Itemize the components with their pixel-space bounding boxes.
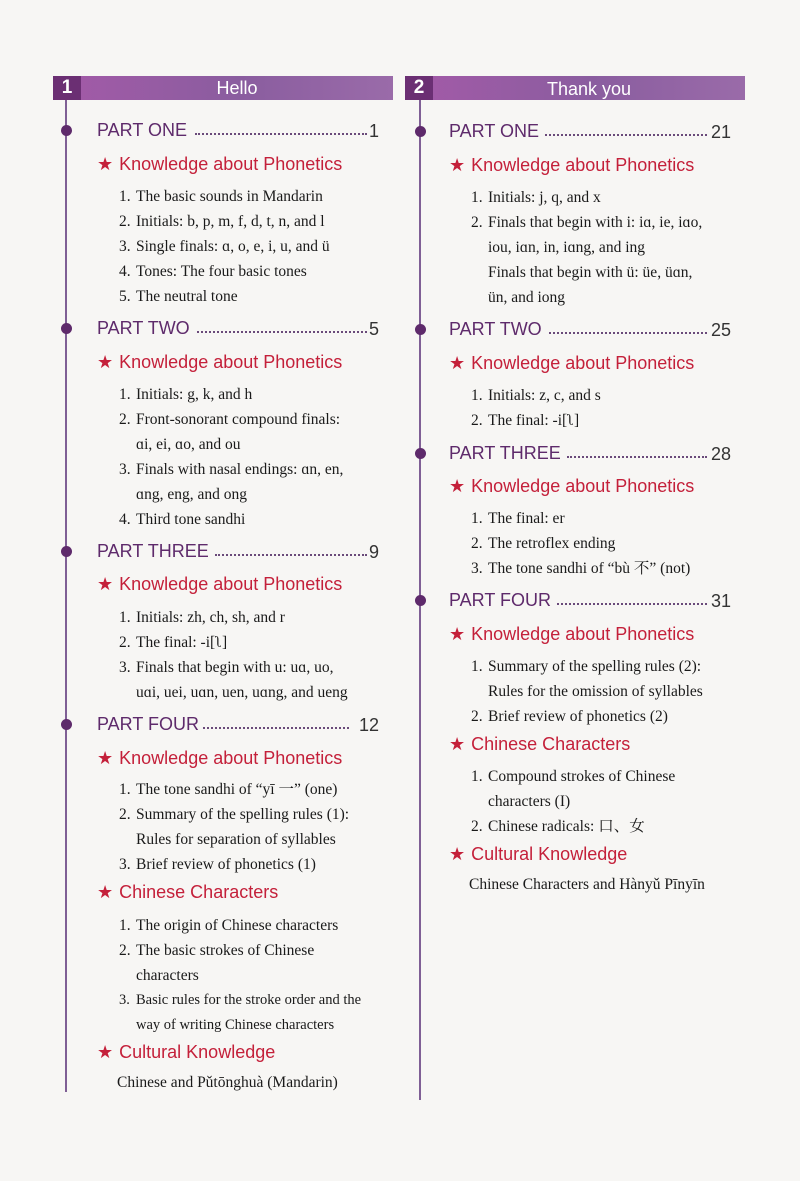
list-item: 2. Brief review of phonetics (2) <box>471 708 668 725</box>
list-item: 3. Finals with nasal endings: ɑn, en, ɑng, eng, and ong <box>119 461 344 503</box>
section-heading: ★ Knowledge about Phonetics <box>449 155 695 175</box>
list-item: 1. The origin of Chinese characters <box>119 917 339 934</box>
lesson-number: 1 <box>53 76 81 100</box>
part-two-entry[interactable] <box>405 319 745 341</box>
section-heading: ★ Knowledge about Phonetics <box>97 748 343 768</box>
list-item: 2. Finals that begin with i: iɑ, ie, iɑo, iou, iɑn, in, iɑng, and ing Finals that begin with ü: üe, üɑn, ün, and iong <box>471 214 703 306</box>
star-icon: ★ <box>97 1042 114 1062</box>
page-number: 31 <box>710 591 731 611</box>
star-icon: ★ <box>449 353 466 373</box>
list-item: 3. The tone sandhi of “bù 不” (not) <box>471 560 691 577</box>
timeline-dot-icon <box>415 595 426 606</box>
section-heading: ★ Chinese Characters <box>449 734 631 754</box>
part-two-entry[interactable] <box>53 318 393 340</box>
part-one-entry[interactable] <box>53 120 393 142</box>
page-number: 5 <box>368 319 379 339</box>
timeline-dot-icon <box>61 719 72 730</box>
list-item: 1. Initials: j, q, and x <box>471 189 601 206</box>
part-four-entry[interactable] <box>405 590 745 612</box>
lesson-title: Hello <box>216 77 258 98</box>
list-item: 1. Summary of the spelling rules (2): Rules for the omission of syllables <box>471 658 703 700</box>
list-item: 2. Chinese radicals: 口、女 <box>471 818 645 835</box>
list-item: 2. The final: -i[ʅ] <box>471 412 580 429</box>
timeline-line <box>65 100 67 1092</box>
star-icon: ★ <box>449 155 466 175</box>
section-heading: ★ Cultural Knowledge <box>97 1042 276 1062</box>
section-heading: ★ Chinese Characters <box>97 882 279 902</box>
part-label: PART ONE <box>449 121 540 141</box>
part-label: PART TWO <box>97 318 190 338</box>
star-icon: ★ <box>97 748 114 768</box>
page-number: 25 <box>710 320 731 340</box>
lesson-number: 2 <box>405 76 433 100</box>
lesson-header <box>405 76 745 100</box>
list-item: 3. Finals that begin with u: uɑ, uo, uɑi, uei, uɑn, uen, uɑng, and ueng <box>119 659 348 701</box>
timeline-dot-icon <box>415 126 426 137</box>
page-number: 12 <box>358 715 379 735</box>
list-item: 2. Initials: b, p, m, f, d, t, n, and l <box>119 213 325 230</box>
dot-leader <box>545 134 707 136</box>
part-one-entry[interactable] <box>405 121 745 143</box>
section-heading: ★ Knowledge about Phonetics <box>449 476 695 496</box>
cultural-knowledge-text: Chinese Characters and Hànyǔ Pīnyīn <box>469 876 705 893</box>
part-three-entry[interactable] <box>405 443 745 465</box>
section-heading: ★ Knowledge about Phonetics <box>449 353 695 373</box>
list-item: 2. The final: -i[ʅ] <box>119 634 228 651</box>
list-item: 1. The basic sounds in Mandarin <box>119 188 323 205</box>
item-list <box>119 777 379 877</box>
star-icon: ★ <box>449 476 466 496</box>
cultural-knowledge-text: Chinese and Pǔtōnghuà (Mandarin) <box>117 1074 338 1091</box>
item-list <box>471 185 731 310</box>
lesson-1-column <box>53 76 393 1091</box>
section-heading: ★ Knowledge about Phonetics <box>97 574 343 594</box>
list-item: 1. Initials: z, c, and s <box>471 387 601 404</box>
star-icon: ★ <box>449 734 466 754</box>
section-heading: ★ Cultural Knowledge <box>449 844 628 864</box>
list-item: 1. The tone sandhi of “yī 一” (one) <box>119 781 338 798</box>
item-list <box>471 654 731 729</box>
lesson-header <box>53 76 393 100</box>
lesson-title: Thank you <box>546 79 632 99</box>
list-item: 1. Initials: g, k, and h <box>119 386 253 403</box>
item-list <box>471 383 731 433</box>
star-icon: ★ <box>97 882 114 902</box>
part-label: PART THREE <box>97 541 209 561</box>
page-number: 21 <box>710 122 731 142</box>
list-item: 1. Compound strokes of Chinese characters (I) <box>471 768 676 810</box>
page-number: 28 <box>710 444 731 464</box>
dot-leader <box>203 727 349 729</box>
timeline-dot-icon <box>415 448 426 459</box>
list-item: 4. Third tone sandhi <box>119 511 246 528</box>
part-label: PART THREE <box>449 443 561 463</box>
timeline-dot-icon <box>61 125 72 136</box>
dot-leader <box>557 603 707 605</box>
star-icon: ★ <box>97 574 114 594</box>
star-icon: ★ <box>449 624 466 644</box>
list-item: 3. Brief review of phonetics (1) <box>119 856 316 873</box>
section-heading: ★ Knowledge about Phonetics <box>449 624 695 644</box>
list-item: 3. Single finals: ɑ, o, e, i, u, and ü <box>119 238 330 255</box>
dot-leader <box>195 133 367 135</box>
timeline-dot-icon <box>415 324 426 335</box>
list-item: 5. The neutral tone <box>119 288 238 305</box>
list-item: 1. Initials: zh, ch, sh, and r <box>119 609 285 626</box>
item-list <box>471 506 731 581</box>
list-item: 1. The final: er <box>471 510 565 527</box>
dot-leader <box>549 332 707 334</box>
lesson-2-column <box>405 76 745 893</box>
star-icon: ★ <box>97 154 114 174</box>
part-three-entry[interactable] <box>53 541 393 563</box>
page-number: 9 <box>368 542 379 562</box>
star-icon: ★ <box>97 352 114 372</box>
section-heading: ★ Knowledge about Phonetics <box>97 154 343 174</box>
item-list <box>119 605 379 705</box>
list-item: 2. Summary of the spelling rules (1): Rules for separation of syllables <box>119 806 350 848</box>
item-list <box>119 184 379 309</box>
dot-leader <box>197 331 367 333</box>
page-number: 1 <box>368 121 379 141</box>
dot-leader <box>215 554 367 556</box>
part-label: PART FOUR <box>97 714 200 734</box>
part-label: PART ONE <box>97 120 188 140</box>
list-item: 4. Tones: The four basic tones <box>119 263 307 280</box>
item-list <box>471 764 731 839</box>
timeline-dot-icon <box>61 546 72 557</box>
list-item: 2. The retroflex ending <box>471 535 616 552</box>
section-heading: ★ Knowledge about Phonetics <box>97 352 343 372</box>
item-list <box>119 382 379 532</box>
part-label: PART TWO <box>449 319 542 339</box>
item-list <box>119 913 379 1038</box>
list-item: 2. Front-sonorant compound finals: ɑi, ei, ɑo, and ou <box>119 411 341 453</box>
list-item: 3. Basic rules for the stroke order and the way of writing Chinese characters <box>119 992 362 1033</box>
dot-leader <box>567 456 707 458</box>
part-label: PART FOUR <box>449 590 552 610</box>
star-icon: ★ <box>449 844 466 864</box>
part-four-entry[interactable] <box>53 714 393 736</box>
timeline-dot-icon <box>61 323 72 334</box>
list-item: 2. The basic strokes of Chinese characters <box>119 942 315 984</box>
